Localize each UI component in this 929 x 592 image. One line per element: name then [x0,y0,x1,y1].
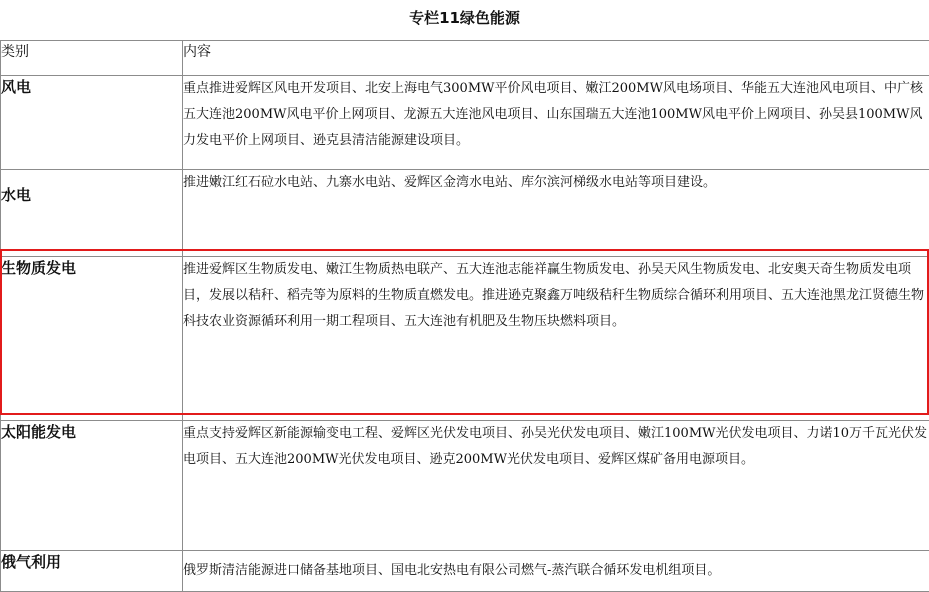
content-cell: 重点支持爱辉区新能源输变电工程、爱辉区光伏发电项目、孙吴光伏发电项目、嫩江100MW光伏发电项目、力诺10万千瓦光伏发电项目、五大连池200MW光伏发电项目、逊克200MW光伏发电项目、爱辉区煤矿备用电源项目。 [183,421,929,551]
content-cell: 俄罗斯清洁能源进口储备基地项目、国电北安热电有限公司燃气-蒸汽联合循环发电机组项目。 [183,551,929,592]
table-row-biomass-power [1,257,929,421]
category-cell: 生物质发电 [1,257,183,421]
category-cell: 水电 [1,170,183,257]
table-row-solar-power [1,421,929,551]
content-cell: 重点推进爱辉区风电开发项目、北安上海电气300MW平价风电项目、嫩江200MW风电场项目、华能五大连池风电项目、中广核五大连池200MW风电平价上网项目、龙源五大连池风电项目、山东国瑞五大连池100MW风电平价上网项目、孙吴县100MW风力发电平价上网项目、逊克县清洁能源建设项目。 [183,76,929,170]
header-category: 类别 [1,41,183,76]
table-row-hydro-power [1,170,929,257]
category-cell: 俄气利用 [1,551,183,592]
content-cell: 推进爱辉区生物质发电、嫩江生物质热电联产、五大连池志能祥赢生物质发电、孙吴天风生物质发电、北安奥天奇生物质发电项目，发展以秸秆、稻壳等为原料的生物质直燃发电。推进逊克聚鑫万吨级秸秆生物质综合循环利用项目、五大连池黑龙江贤德生物科技农业资源循环利用一期工程项目、五大连池有机肥及生物压块燃料项目。 [183,257,929,421]
header-content: 内容 [183,41,929,76]
table-header-row [1,41,929,76]
table-row-russian-gas [1,551,929,592]
category-cell: 太阳能发电 [1,421,183,551]
content-cell: 推进嫩江红石砬水电站、九寨水电站、爱辉区金湾水电站、库尔滨河梯级水电站等项目建设。 [183,170,929,257]
document-title: 专栏11绿色能源 [0,8,929,28]
category-cell: 风电 [1,76,183,170]
table-row-wind-power [1,76,929,170]
green-energy-table [0,40,929,592]
